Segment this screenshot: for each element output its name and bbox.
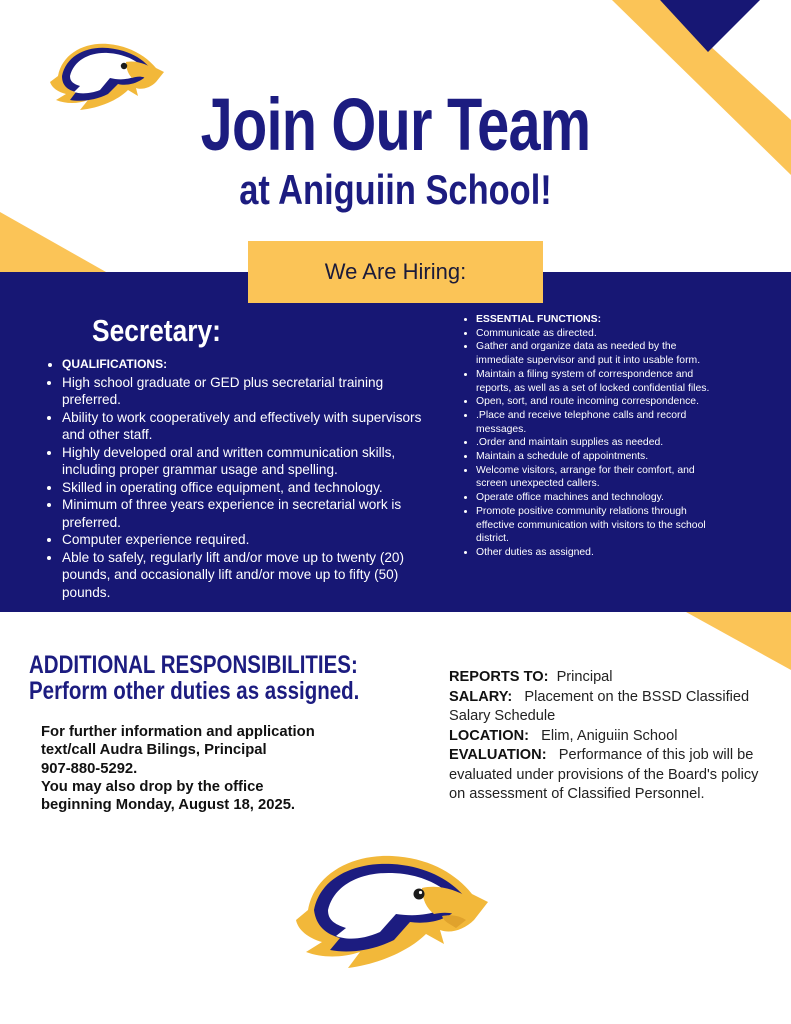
additional-text: Perform other duties as assigned. xyxy=(29,677,360,705)
list-item: • Maintain a filing system of correspondence and reports, as well as a set of locked confidential files. xyxy=(476,368,722,395)
qualifications-heading: • QUALIFICATIONS: xyxy=(62,356,434,374)
list-item: • Other duties as assigned. xyxy=(476,546,722,560)
essential-functions-list xyxy=(460,313,722,560)
salary-label: SALARY: xyxy=(449,688,513,705)
qualifications-list xyxy=(44,356,434,601)
list-item: • Communicate as directed. xyxy=(476,327,722,341)
hiring-banner xyxy=(248,241,543,303)
location-label: LOCATION: xyxy=(449,727,529,744)
contact-line: beginning Monday, August 18, 2025. xyxy=(41,797,296,814)
contact-line: You may also drop by the office xyxy=(41,778,264,795)
evaluation-value: Performance of this job will be evaluated under provisions of the Board's policy on assessment of Classified Personnel. xyxy=(449,747,759,802)
contact-line: text/call Audra Bilings, Principal xyxy=(41,742,267,759)
evaluation-row xyxy=(449,746,769,805)
list-item: • Ability to work cooperatively and effectively with supervisors and other staff. xyxy=(62,409,434,444)
list-item: • Welcome visitors, arrange for their comfort, and screen unexpected callers. xyxy=(476,464,722,491)
list-item: • Skilled in operating office equipment, and technology. xyxy=(62,479,434,497)
location-value: Elim, Aniguiin School xyxy=(541,727,678,744)
hiring-banner-label: We Are Hiring: xyxy=(324,259,467,284)
salary-value: Placement on the BSSD Classified Salary Schedule xyxy=(449,688,750,724)
list-item: • Open, sort, and route incoming correspondence. xyxy=(476,395,722,409)
contact-info xyxy=(41,723,315,814)
job-details xyxy=(449,668,769,805)
salary-row xyxy=(449,688,769,727)
page-title: Join Our Team xyxy=(200,83,591,166)
reports-to-label: REPORTS TO: xyxy=(449,669,549,685)
list-item: • .Order and maintain supplies as needed. xyxy=(476,436,722,450)
position-title: Secretary: xyxy=(92,313,221,348)
list-item: • Gather and organize data as needed by the immediate supervisor and put it into usable form. xyxy=(476,340,722,367)
list-item: • High school graduate or GED plus secretarial training preferred. xyxy=(62,374,434,409)
list-item: • Computer experience required. xyxy=(62,531,434,549)
additional-responsibilities xyxy=(29,652,359,704)
contact-line: For further information and application xyxy=(41,724,315,740)
list-item: • Minimum of three years experience in secretarial work is preferred. xyxy=(62,496,434,531)
list-item: • .Place and receive telephone calls and record messages. xyxy=(476,409,722,436)
location-row xyxy=(449,727,769,747)
list-item: • Maintain a schedule of appointments. xyxy=(476,450,722,464)
additional-heading: ADDITIONAL RESPONSIBILITIES: xyxy=(29,651,358,679)
list-item: • Operate office machines and technology. xyxy=(476,491,722,505)
reports-to-row xyxy=(449,668,769,688)
evaluation-label: EVALUATION: xyxy=(449,747,547,763)
essential-functions-heading: • ESSENTIAL FUNCTIONS: xyxy=(476,313,722,327)
list-item: • Highly developed oral and written communication skills, including proper grammar usage and spelling. xyxy=(62,444,434,479)
eagle-mascot-icon xyxy=(292,848,488,976)
reports-to-value: Principal xyxy=(556,669,613,685)
list-item: • Able to safely, regularly lift and/or move up to twenty (20) pounds, and occasionally lift and/or move up to fifty (50) pounds. xyxy=(62,549,434,602)
contact-phone: 907-880-5292. xyxy=(41,760,138,777)
page-subtitle: at Aniguiin School! xyxy=(239,166,552,213)
list-item: • Promote positive community relations through effective communication with visitors to the school district. xyxy=(476,505,722,546)
